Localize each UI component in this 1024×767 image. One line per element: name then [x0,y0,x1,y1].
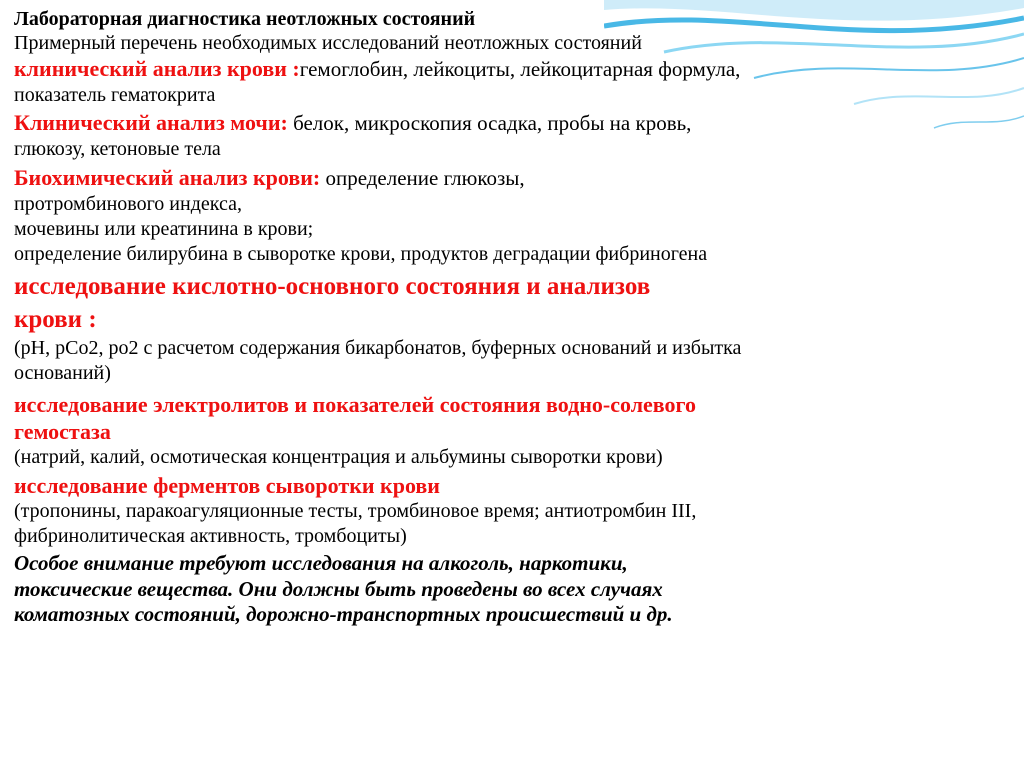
section-heading-biochem: Биохимический анализ крови: [14,165,321,191]
section-acid-base [14,272,1010,385]
section-text-acid-base-2: оснований) [14,362,111,385]
section-heading-line [14,165,1010,191]
page-title: Лабораторная диагностика неотложных состояний [14,8,476,30]
section-text-enzymes-1: (тропонины, паракоагуляционные тесты, тромбиновое время; антиотромбин III, [14,500,697,523]
section-heading-enzymes: исследование ферментов сыворотки крови [14,472,440,498]
section-heading-line [14,110,1010,136]
section-text-biochem-2: протромбинового индекса, [14,193,242,215]
closing-note [14,552,1010,628]
section-text-blood-2: показатель гематокрита [14,83,216,106]
section-heading-acid-base-line2: крови : [14,305,97,333]
section-text-electrolytes-1: (натрий, калий, осмотическая концентрация и альбумины сыворотки крови) [14,446,663,469]
section-biochem-test [14,165,1010,265]
closing-note-line-1: Особое внимание требуют исследования на алкоголь, наркотики, [14,550,628,575]
section-heading-urine: Клинический анализ мочи: [14,110,288,136]
section-inline-urine: белок, микроскопия осадка, пробы на кровь, [287,111,692,136]
section-enzymes [14,473,1010,548]
section-text-urine-2: глюкозу, кетоновые тела [14,138,221,161]
section-text-acid-base-1: (рН, рСо2, ро2 с расчетом содержания бикарбонатов, буферных оснований и избытка [14,337,742,360]
section-heading-acid-base: исследование кислотно-основного состояния и анализов [14,273,651,301]
section-inline-blood: гемоглобин, лейкоциты, лейкоцитарная формула, [299,56,741,81]
section-urine-test [14,110,1010,161]
section-heading-electrolytes: исследование электролитов и показателей состояния водно-солевого [14,391,696,417]
section-heading-electrolytes-line2: гемостаза [14,419,111,445]
section-text-biochem-4: определение билирубина в сыворотке крови, продуктов деградации фибриногена [14,242,708,265]
closing-note-line-2: токсические вещества. Они должны быть проведены во всех случаях [14,576,663,601]
section-text-enzymes-2: фибринолитическая активность, тромбоциты) [14,524,407,547]
section-text-biochem-3: мочевины или креатинина в крови; [14,217,314,240]
section-inline-biochem: определение глюкозы, [320,166,525,191]
section-heading-blood: клинический анализ крови : [14,55,300,81]
section-heading-line [14,56,1010,82]
section-electrolytes [14,392,1010,469]
page-subtitle: Примерный перечень необходимых исследований неотложных состояний [14,31,642,54]
section-blood-test [14,56,1010,107]
closing-note-line-3: коматозных состояний, дорожно-транспортных происшествий и др. [14,602,673,627]
